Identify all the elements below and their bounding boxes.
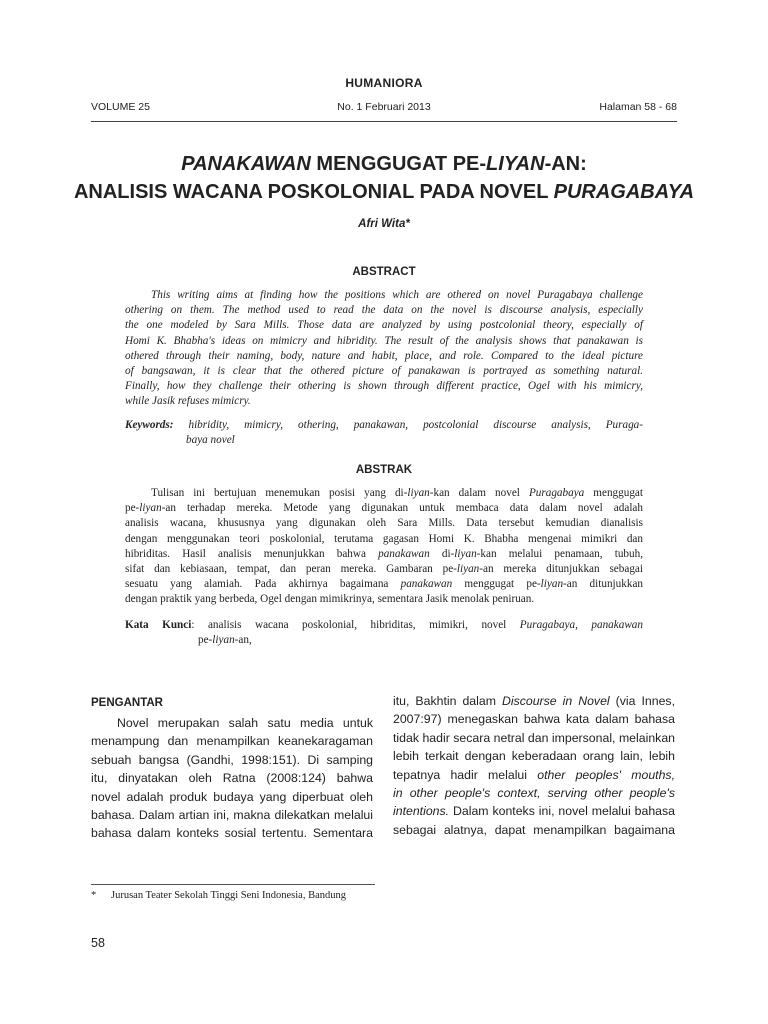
abstrak-line: analisis wacana, khususnya yang digunakan oleh Sara Mills. Data tersebut kemudian dianalisis — [125, 517, 643, 530]
kata-kunci-text: -an, — [234, 634, 252, 647]
abstract-english — [125, 288, 643, 410]
abstract-heading: ABSTRACT — [352, 266, 416, 278]
abstrak-indonesian — [125, 486, 643, 608]
title-text-c: ANALISIS WACANA POSKOLONIAL PADA NOVEL — [73, 181, 554, 203]
kata-kunci-text: pe- — [198, 634, 213, 647]
section-heading: PENGANTAR — [91, 697, 163, 709]
body-text: Dalam konteks ini, novel melalui bahasa — [449, 804, 675, 819]
keywords-line-1 — [125, 418, 643, 433]
title-text-b: -AN: — [544, 153, 587, 175]
body-line: bahasa. Dalam artian ini, makna dilekatkan melalui — [91, 807, 373, 822]
page-range-label: Halaman 58 - 68 — [599, 101, 677, 113]
author-name: Afri Wita* — [358, 218, 410, 230]
abstrak-text: di- — [429, 547, 455, 560]
body-line: Novel merupakan salah satu media untuk — [117, 716, 373, 730]
abstract-line: while Jasik refuses mimicry. — [125, 395, 251, 408]
body-column-right — [393, 692, 675, 839]
title-text-a: MENGGUGAT PE- — [310, 153, 487, 175]
abstrak-text: hibriditas. Hasil analisis menunjukkan bahwa — [125, 547, 379, 560]
body-text: (via Innes, — [609, 694, 675, 708]
abstrak-line — [125, 577, 643, 592]
abstrak-text: -an mereka ditunjukkan sebagai — [479, 562, 643, 575]
abstrak-line — [125, 562, 643, 577]
keywords-label: Keywords: — [125, 419, 174, 431]
abstract-line: of bangsawan, it is clear that the othered picture of panakawan is portrayed as something natural. — [125, 364, 643, 377]
body-line: novel adalah produk budaya yang diperbuat oleh — [91, 789, 373, 804]
issue-label: No. 1 Februari 2013 — [337, 101, 431, 113]
body-line: bahasa dalam konteks sosial tertentu. Sementara — [91, 826, 373, 841]
abstrak-line — [125, 547, 643, 562]
footnote-text: Jurusan Teater Sekolah Tinggi Seni Indonesia, Bandung — [111, 890, 347, 901]
abstrak-line — [125, 486, 643, 501]
body-line: lebih terkait dengan keberadaan orang lain, lebih — [393, 749, 675, 764]
kata-kunci-italic: Puragabaya, panakawan — [519, 619, 643, 631]
body-line: itu, dinyatakan oleh Ratna (2008:124) bahwa — [91, 771, 373, 786]
body-italic: Discourse in Novel — [501, 694, 610, 708]
body-italic: in other people's context, serving other people's — [393, 785, 675, 800]
abstrak-text: pe- — [125, 502, 140, 515]
abstrak-italic: panakawan — [400, 578, 453, 591]
abstrak-italic: liyan — [139, 502, 162, 515]
abstrak-text: menggugat pe- — [452, 578, 541, 591]
volume-label: VOLUME 25 — [91, 101, 150, 113]
footnote-marker: * — [91, 890, 97, 901]
abstrak-text: Tulisan ini bertujuan menemukan posisi yang di- — [151, 487, 408, 499]
abstrak-text: sesuatu yang alamiah. Pada akhirnya bagaimana — [125, 578, 401, 591]
header-rule — [91, 121, 677, 122]
abstrak-text: -an ditunjukkan — [563, 578, 644, 591]
kata-kunci-italic: liyan — [212, 634, 235, 647]
kata-kunci-block — [125, 618, 643, 649]
abstract-line: Homi K. Bhabha's ideas on mimicry and hibridity. The result of the analysis shows that panakawan is — [125, 334, 643, 347]
body-line — [393, 802, 675, 820]
body-column-left — [91, 694, 373, 843]
body-italic: other peoples' mouths, — [537, 767, 676, 782]
abstract-line: othered through their naming, body, nature and habit, place, and role. Compared to the ideal picture — [125, 349, 643, 362]
title-line-2 — [0, 178, 768, 206]
body-line — [393, 766, 675, 784]
title-liyan: LIYAN — [486, 153, 545, 175]
abstrak-line — [125, 501, 643, 516]
body-line: 2007:97) menegaskan bahwa kata dalam bahasa — [393, 712, 675, 727]
journal-name: HUMANIORA — [345, 76, 423, 90]
abstrak-italic: liyan — [407, 487, 430, 499]
abstrak-text: sifat dan kebiasaan, tempat, dan peran mereka. Gambaran pe- — [125, 562, 457, 575]
body-line: menampung dan menampilkan keanekaragaman — [91, 734, 373, 749]
body-text: itu, Bakhtin dalam — [393, 694, 502, 708]
abstract-line: This writing aims at finding how the positions which are othered on novel Puragabaya challenge — [151, 289, 643, 301]
abstrak-italic: Puragabaya — [528, 487, 585, 499]
abstract-line: Finally, how they challenge their othering is shown through different practice, Ogel with his mimicry, — [125, 380, 643, 393]
abstrak-italic: liyan — [540, 578, 564, 591]
kata-kunci-line-1 — [125, 618, 643, 633]
title-puragabaya: PURAGABAYA — [553, 181, 695, 203]
abstrak-text: -kan melalui penamaan, tubuh, — [476, 547, 643, 560]
kata-kunci-text: : analisis wacana poskolonial, hibriditas, mimikri, novel — [191, 619, 520, 631]
abstrak-text: menggugat — [584, 487, 643, 499]
page-number: 58 — [91, 936, 105, 950]
abstract-line: othering on them. The method used to read the data on the novel is discourse analysis, especially — [125, 304, 643, 317]
abstrak-italic: panakawan — [378, 547, 430, 560]
body-line: sebuah bangsa (Gandhi, 1998:151). Di samping — [91, 752, 373, 767]
title-panakawan: PANAKAWAN — [181, 153, 311, 175]
keywords-block — [125, 418, 643, 449]
abstrak-text: -an terhadap mereka. Metode yang digunakan untuk membaca data dalam novel adalah — [161, 502, 643, 515]
abstrak-line: dengan menggunakan teori poskolonial, terutama gagasan Homi K. Bhabha mengenai mimikri dan — [125, 532, 643, 545]
body-line — [393, 692, 675, 710]
body-text: tepatnya hadir melalui — [393, 767, 538, 782]
footnote — [91, 890, 346, 901]
body-line — [393, 784, 675, 802]
body-italic: intentions. — [393, 804, 450, 819]
kata-kunci-line-2 — [125, 633, 643, 648]
keywords-text: hibridity, mimicry, othering, panakawan, postcolonial discourse analysis, Puraga- — [173, 419, 643, 431]
body-line: tidak hadir secara netral dan impersonal, melainkan — [393, 730, 675, 745]
footnote-rule — [91, 884, 375, 885]
abstrak-line: dengan praktik yang berbeda, Ogel dengan mimikrinya, sementara Jasik menolak peniruan. — [125, 593, 535, 606]
abstrak-text: -kan dalam novel — [429, 487, 529, 499]
abstract-line: the one modeled by Sara Mills. Those data are analyzed by using postcolonial theory, especially of — [125, 319, 643, 332]
kata-kunci-label: Kata Kunci — [125, 619, 192, 631]
abstrak-heading: ABSTRAK — [355, 464, 413, 476]
article-title — [0, 150, 768, 206]
keywords-line-2: baya novel — [186, 434, 235, 447]
abstrak-italic: liyan — [456, 562, 480, 575]
body-line: sebagai alatnya, dapat menampilkan bagaimana — [393, 822, 675, 837]
title-line-1 — [0, 150, 768, 178]
abstrak-italic: liyan — [454, 547, 477, 560]
